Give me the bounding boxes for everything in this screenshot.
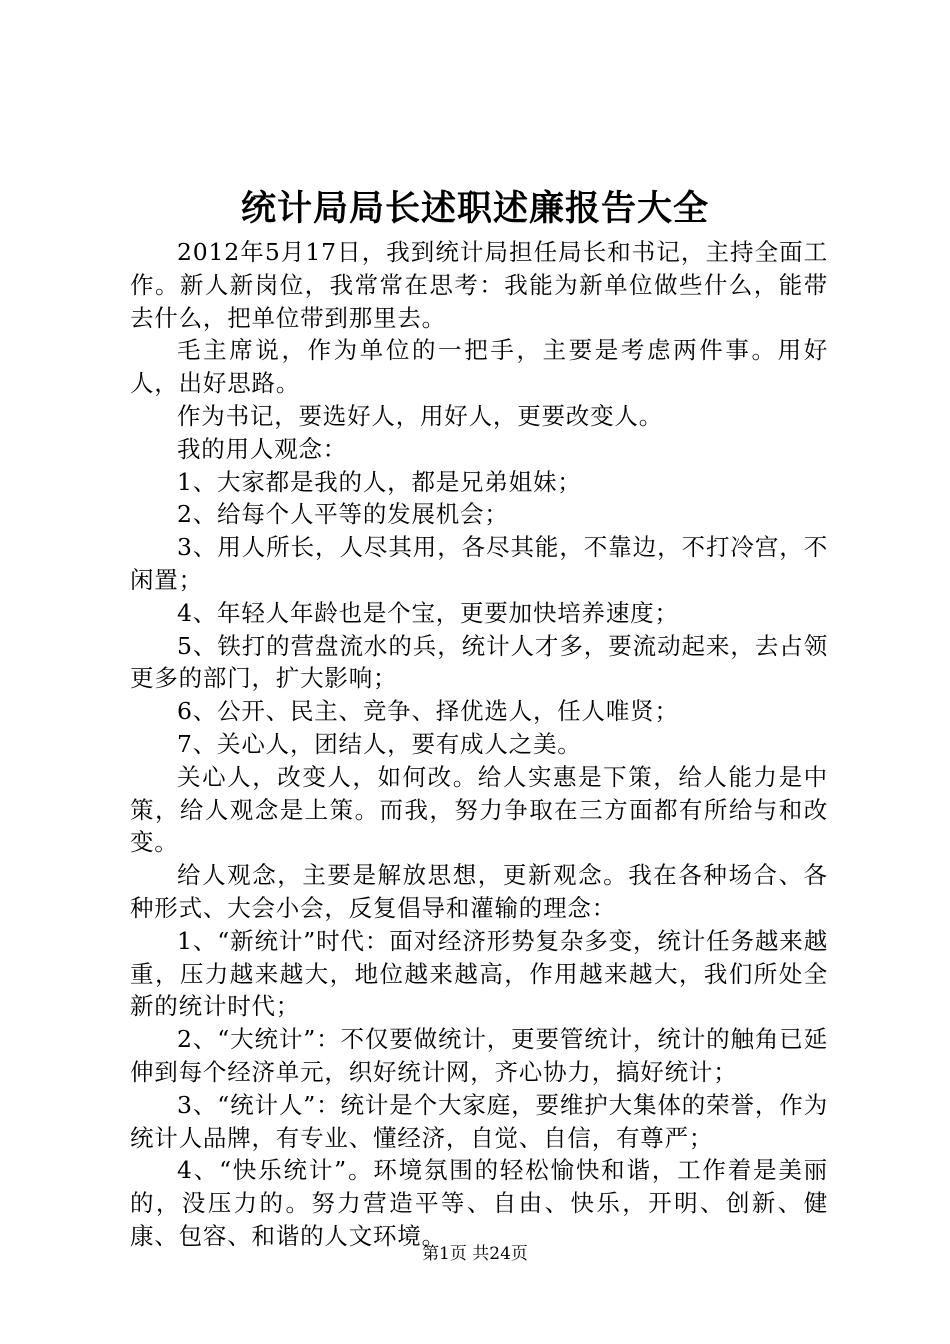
list-item: 1、“新统计”时代：面对经济形势复杂多变，统计任务越来越重，压力越来越大，地位越来越高，作用越来越大，我们所处全新的统计时代； xyxy=(130,926,828,1021)
paragraph: 给人观念，主要是解放思想，更新观念。我在各种场合、各种形式、大会小会，反复倡导和灌输的理念： xyxy=(130,861,828,922)
paragraph: 关心人，改变人，如何改。给人实惠是下策，给人能力是中策，给人观念是上策。而我，努力争取在三方面都有所给与和改变。 xyxy=(130,762,828,857)
paragraph: 毛主席说，作为单位的一把手，主要是考虑两件事。用好人，出好思路。 xyxy=(130,336,828,398)
list-item: 2、给每个人平等的发展机会； xyxy=(177,500,509,529)
document-body xyxy=(130,236,828,1253)
list-item: 3、“统计人”：统计是个大家庭，要维护大集体的荣誉，作为统计人品牌，有专业、懂经济，自觉、自信，有尊严； xyxy=(130,1090,828,1152)
list-item: 5、铁打的营盘流水的兵，统计人才多，要流动起来，去占领更多的部门，扩大影响； xyxy=(130,631,828,693)
list-item: 7、关心人，团结人，要有成人之美。 xyxy=(177,729,582,758)
list-item: 1、大家都是我的人，都是兄弟姐妹； xyxy=(177,467,582,496)
list-item: 4、“快乐统计”。环境氛围的轻松愉快和谐，工作着是美丽的，没压力的。努力营造平等、自由、快乐，开明、创新、健康、包容、和谐的人文环境。 xyxy=(130,1156,828,1250)
document-title: 统计局局长述职述廉报告大全 xyxy=(240,188,709,229)
list-item: 6、公开、民主、竞争、择优选人，任人唯贤； xyxy=(177,697,679,726)
list-item: 2、“大统计”：不仅要做统计，更要管统计，统计的触角已延伸到每个经济单元，织好统计网，齐心协力，搞好统计； xyxy=(130,1025,828,1086)
paragraph: 2012年5月17日，我到统计局担任局长和书记，主持全面工作。新人新岗位，我常常在思考：我能为新单位做些什么，能带去什么，把单位带到那里去。 xyxy=(130,238,828,332)
paragraph: 作为书记，要选好人，用好人，更要改变人。 xyxy=(177,401,663,430)
list-item: 4、年轻人年龄也是个宝，更要加快培养速度； xyxy=(177,598,679,627)
list-item: 3、用人所长，人尽其用，各尽其能，不靠边，不打冷宫，不闲置； xyxy=(130,533,828,594)
page-indicator: 第1页 共24页 xyxy=(422,1244,528,1264)
paragraph: 我的用人观念： xyxy=(177,434,348,463)
